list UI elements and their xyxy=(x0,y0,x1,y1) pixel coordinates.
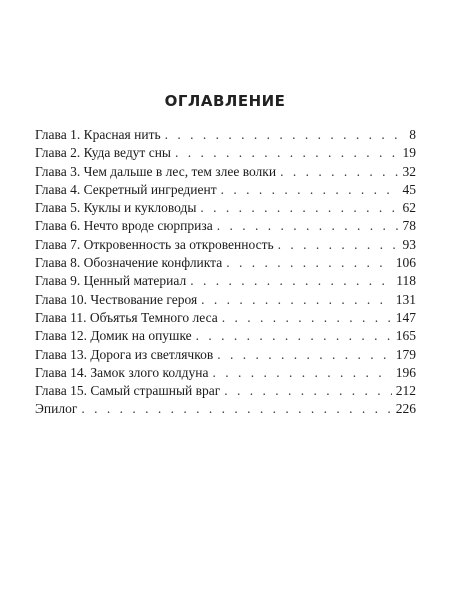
toc-title: ОГЛАВЛЕНИЕ xyxy=(164,92,286,110)
toc-entry-epilogue[interactable] xyxy=(35,400,416,418)
toc-entry-page: 8 xyxy=(409,127,416,142)
toc-leader-dots xyxy=(81,400,391,418)
toc-entry[interactable] xyxy=(35,309,416,327)
toc-entry-page: 45 xyxy=(402,181,416,197)
toc-entry-label: Глава 6. Нечто вроде сюрприза xyxy=(35,218,213,234)
toc-entry[interactable] xyxy=(35,126,416,144)
toc-entry[interactable] xyxy=(35,254,416,272)
toc-entry[interactable] xyxy=(35,272,416,290)
toc-entry-page: 147 xyxy=(395,309,416,325)
toc-leader-dots xyxy=(226,254,392,272)
toc-entry-page: 179 xyxy=(395,346,416,362)
toc-entry-label: Глава 1. Красная нить xyxy=(35,127,161,142)
toc-entry-label: Глава 9. Ценный материал xyxy=(35,273,187,289)
toc-entry-label: Глава 14. Замок злого колдуна xyxy=(35,364,209,380)
toc-leader-dots xyxy=(224,382,391,400)
toc-entry[interactable] xyxy=(35,236,416,254)
toc-entry-label: Глава 5. Куклы и кукловоды xyxy=(35,200,197,216)
toc-leader-dots xyxy=(217,346,392,364)
toc-entry-label: Глава 12. Домик на опушке xyxy=(35,328,192,344)
toc-entry-label: Глава 13. Дорога из светлячков xyxy=(35,346,214,362)
toc-entry-page: 226 xyxy=(395,401,416,417)
toc-entry[interactable] xyxy=(35,181,416,199)
toc-leader-dots xyxy=(175,144,399,162)
toc-entry-label: Глава 11. Объятья Темного леса xyxy=(35,309,218,325)
toc-entry-label: Глава 10. Чествование героя xyxy=(35,291,198,307)
toc-entry-page: 78 xyxy=(402,218,416,234)
toc-leader-dots xyxy=(212,364,391,382)
toc-entry-page: 106 xyxy=(395,255,416,271)
toc-entry[interactable] xyxy=(35,217,416,235)
toc-entry[interactable] xyxy=(35,327,416,345)
toc-leader-dots xyxy=(190,272,392,290)
toc-entry[interactable] xyxy=(35,163,416,181)
toc-entry[interactable] xyxy=(35,364,416,382)
toc-list xyxy=(35,126,416,419)
toc-entry-label: Глава 2. Куда ведут сны xyxy=(35,145,171,161)
toc-leader-dots xyxy=(217,217,399,235)
toc-entry-label: Глава 4. Секретный ингредиент xyxy=(35,181,217,197)
toc-leader-dots xyxy=(278,236,399,254)
toc-entry-label: Эпилог xyxy=(35,401,78,417)
toc-entry[interactable] xyxy=(35,346,416,364)
toc-entry-label: Глава 15. Самый страшный враг xyxy=(35,383,221,399)
toc-leader-dots xyxy=(201,291,392,309)
toc-leader-dots xyxy=(200,199,398,217)
toc-entry[interactable] xyxy=(35,144,416,162)
toc-entry-page: 131 xyxy=(395,291,416,307)
toc-entry[interactable] xyxy=(35,382,416,400)
toc-entry-page: 62 xyxy=(402,200,416,216)
toc-leader-dots xyxy=(221,181,399,199)
toc-leader-dots xyxy=(222,309,392,327)
toc-entry-page: 165 xyxy=(395,328,416,344)
toc-entry-page: 118 xyxy=(396,273,416,289)
toc-entry[interactable] xyxy=(35,291,416,309)
toc-entry[interactable] xyxy=(35,199,416,217)
toc-entry-page: 212 xyxy=(395,383,416,399)
toc-leader-dots xyxy=(280,163,398,181)
toc-entry-page: 196 xyxy=(395,364,416,380)
toc-entry-page: 19 xyxy=(402,145,416,161)
toc-entry-label: Глава 8. Обозначение конфликта xyxy=(35,255,223,271)
toc-entry-page: 93 xyxy=(402,236,416,252)
toc-leader-dots xyxy=(196,327,392,345)
toc-entry-label: Глава 3. Чем дальше в лес, тем злее волки xyxy=(35,163,277,179)
toc-entry-label: Глава 7. Откровенность за откровенность xyxy=(35,236,274,252)
toc-leader-dots xyxy=(165,126,406,144)
toc-entry-page: 32 xyxy=(402,163,416,179)
